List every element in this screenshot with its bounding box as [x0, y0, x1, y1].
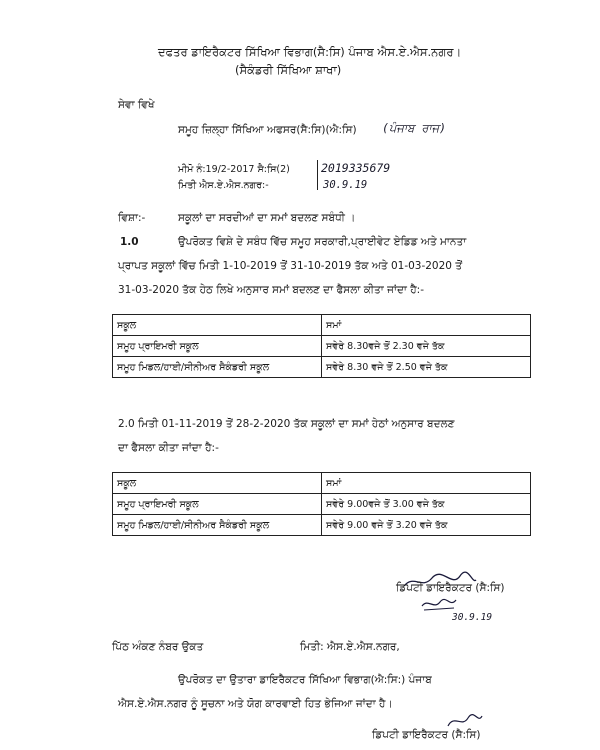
subject-label: ਵਿਸ਼ਾ:-	[118, 212, 146, 224]
table-cell-time: ਸਵੇਰੇ 9.00 ਵਜੇ ਤੋਂ 3.20 ਵਜੇ ਤੱਕ	[322, 515, 531, 536]
memo-date-line: ਮਿਤੀ ਐਸ.ਏ.ਐਸ.ਨਗਰ:-	[178, 180, 269, 191]
table-header-time: ਸਮਾਂ	[322, 315, 531, 336]
table-cell-time: ਸਵੇਰੇ 8.30ਵਜੇ ਤੋਂ 2.30 ਵਜੇ ਤੱਕ	[322, 336, 531, 357]
memo-handwritten-number: 2019335679	[321, 161, 391, 175]
addressee: ਸਮੂਹ ਜ਼ਿਲ੍ਹਾ ਸਿੱਖਿਆ ਅਫਸਰ(ਸੈ:ਸਿ)(ਐ:ਸਿ)	[178, 124, 357, 136]
endorsement-line1: ਉਪਰੋਕਤ ਦਾ ਉਤਾਰਾ ਡਾਇਰੈਕਟਰ ਸਿੱਖਿਆ ਵਿਭਾਗ(ਐ:ਸਿ:) ਪੰਜਾਬ	[178, 674, 432, 686]
endorsement-line2: ਐਸ.ਏ.ਐਸ.ਨਗਰ ਨੂੰ ਸੂਚਨਾ ਅਤੇ ਯੋਗ ਕਾਰਵਾਈ ਹਿਤ ਭੇਜਿਆ ਜਾਂਦਾ ਹੈ।	[118, 698, 393, 710]
header-office-line: ਦਫਤਰ ਡਾਇਰੈਕਟਰ ਸਿੱਖਿਆ ਵਿਭਾਗ(ਸੈ:ਸਿ) ਪੰਜਾਬ ਐਸ.ਏ.ਐਸ.ਨਗਰ।	[158, 45, 462, 59]
signature-1-date: 30.9.19	[452, 612, 493, 623]
memo-divider	[317, 160, 318, 190]
initials-scribble	[420, 596, 460, 612]
endorsement-date: ਮਿਤੀ: ਐਸ.ਏ.ਐਸ.ਨਗਰ,	[300, 641, 400, 653]
table-row	[113, 357, 531, 378]
para1-line3: 31-03-2020 ਤੱਕ ਹੇਠ ਲਿਖੇ ਅਨੁਸਾਰ ਸਮਾਂ ਬਦਲਣ ਦਾ ਫੈਸਲਾ ਕੀਤਾ ਜਾਂਦਾ ਹੈ:-	[118, 284, 425, 296]
table-cell-school: ਸਮੂਹ ਮਿਡਲ/ਹਾਈ/ਸੀਨੀਅਰ ਸੈਕੰਡਰੀ ਸਕੂਲ	[113, 357, 322, 378]
addressee-handwritten: (ਪੰਜਾਬ ਰਾਜ)	[382, 121, 447, 135]
para2-line1: 2.0 ਮਿਤੀ 01-11-2019 ਤੋਂ 28-2-2020 ਤੱਕ ਸਕੂਲਾਂ ਦਾ ਸਮਾਂ ਹੇਠਾਂ ਅਨੁਸਾਰ ਬਦਲਣ	[118, 418, 455, 430]
table-header-school: ਸਕੂਲ	[113, 473, 322, 494]
table-header-school: ਸਕੂਲ	[113, 315, 322, 336]
schedule-table-2	[112, 472, 531, 536]
table-header-time: ਸਮਾਂ	[322, 473, 531, 494]
para2-line2: ਦਾ ਫੈਸਲਾ ਕੀਤਾ ਜਾਂਦਾ ਹੈ:-	[118, 442, 219, 454]
subject-text: ਸਕੂਲਾਂ ਦਾ ਸਰਦੀਆਂ ਦਾ ਸਮਾਂ ਬਦਲਣ ਸਬੰਧੀ ।	[178, 212, 356, 224]
para1-line2: ਪ੍ਰਾਪਤ ਸਕੂਲਾਂ ਵਿੱਚ ਮਿਤੀ 1-10-2019 ਤੋਂ 31-10-2019 ਤੱਕ ਅਤੇ 01-03-2020 ਤੋਂ	[118, 260, 463, 272]
salutation: ਸੇਵਾ ਵਿਖੇ	[118, 99, 155, 111]
schedule-table-1	[112, 314, 531, 378]
table-row	[113, 515, 531, 536]
table-cell-school: ਸਮੂਹ ਮਿਡਲ/ਹਾਈ/ਸੀਨੀਅਰ ਸੈਕੰਡਰੀ ਸਕੂਲ	[113, 515, 322, 536]
para1-line1: ਉਪਰੋਕਤ ਵਿਸ਼ੇ ਦੇ ਸਬੰਧ ਵਿੱਚ ਸਮੂਹ ਸਰਕਾਰੀ,ਪ੍ਰਾਈਵੇਟ ਏਡਿਡ ਅਤੇ ਮਾਨਤਾ	[178, 236, 467, 248]
signature-scribble-2	[444, 712, 484, 730]
table-cell-time: ਸਵੇਰੇ 8.30 ਵਜੇ ਤੋਂ 2.50 ਵਜੇ ਤੱਕ	[322, 357, 531, 378]
table-cell-school: ਸਮੂਹ ਪ੍ਰਾਇਮਰੀ ਸਕੂਲ	[113, 494, 322, 515]
memo-handwritten-date: 30.9.19	[323, 179, 368, 191]
para1-number: 1.0	[120, 236, 139, 248]
signature-2-title: ਡਿਪਟੀ ਡਾਇਰੈਕਟਰ (ਸੈ:ਸਿ)	[372, 729, 481, 741]
table-cell-school: ਸਮੂਹ ਪ੍ਰਾਇਮਰੀ ਸਕੂਲ	[113, 336, 322, 357]
table-header-row	[113, 315, 531, 336]
signature-1-title: ਡਿਪਟੀ ਡਾਇਰੈਕਟਰ (ਸੈ:ਸਿ)	[396, 582, 505, 594]
table-header-row	[113, 473, 531, 494]
header-branch-line: (ਸੈਕੰਡਰੀ ਸਿੱਖਿਆ ਸ਼ਾਖਾ)	[235, 63, 342, 77]
table-cell-time: ਸਵੇਰੇ 9.00ਵਜੇ ਤੋਂ 3.00 ਵਜੇ ਤੱਕ	[322, 494, 531, 515]
memo-number: ਮੀਮੋ ਨੰ:19/2-2017 ਸੈ:ਸਿ(2)	[178, 164, 290, 175]
endorsement-number: ਪਿੱਠ ਅੰਕਣ ਨੰਬਰ ਉਕਤ	[112, 641, 204, 653]
table-row	[113, 336, 531, 357]
table-row	[113, 494, 531, 515]
